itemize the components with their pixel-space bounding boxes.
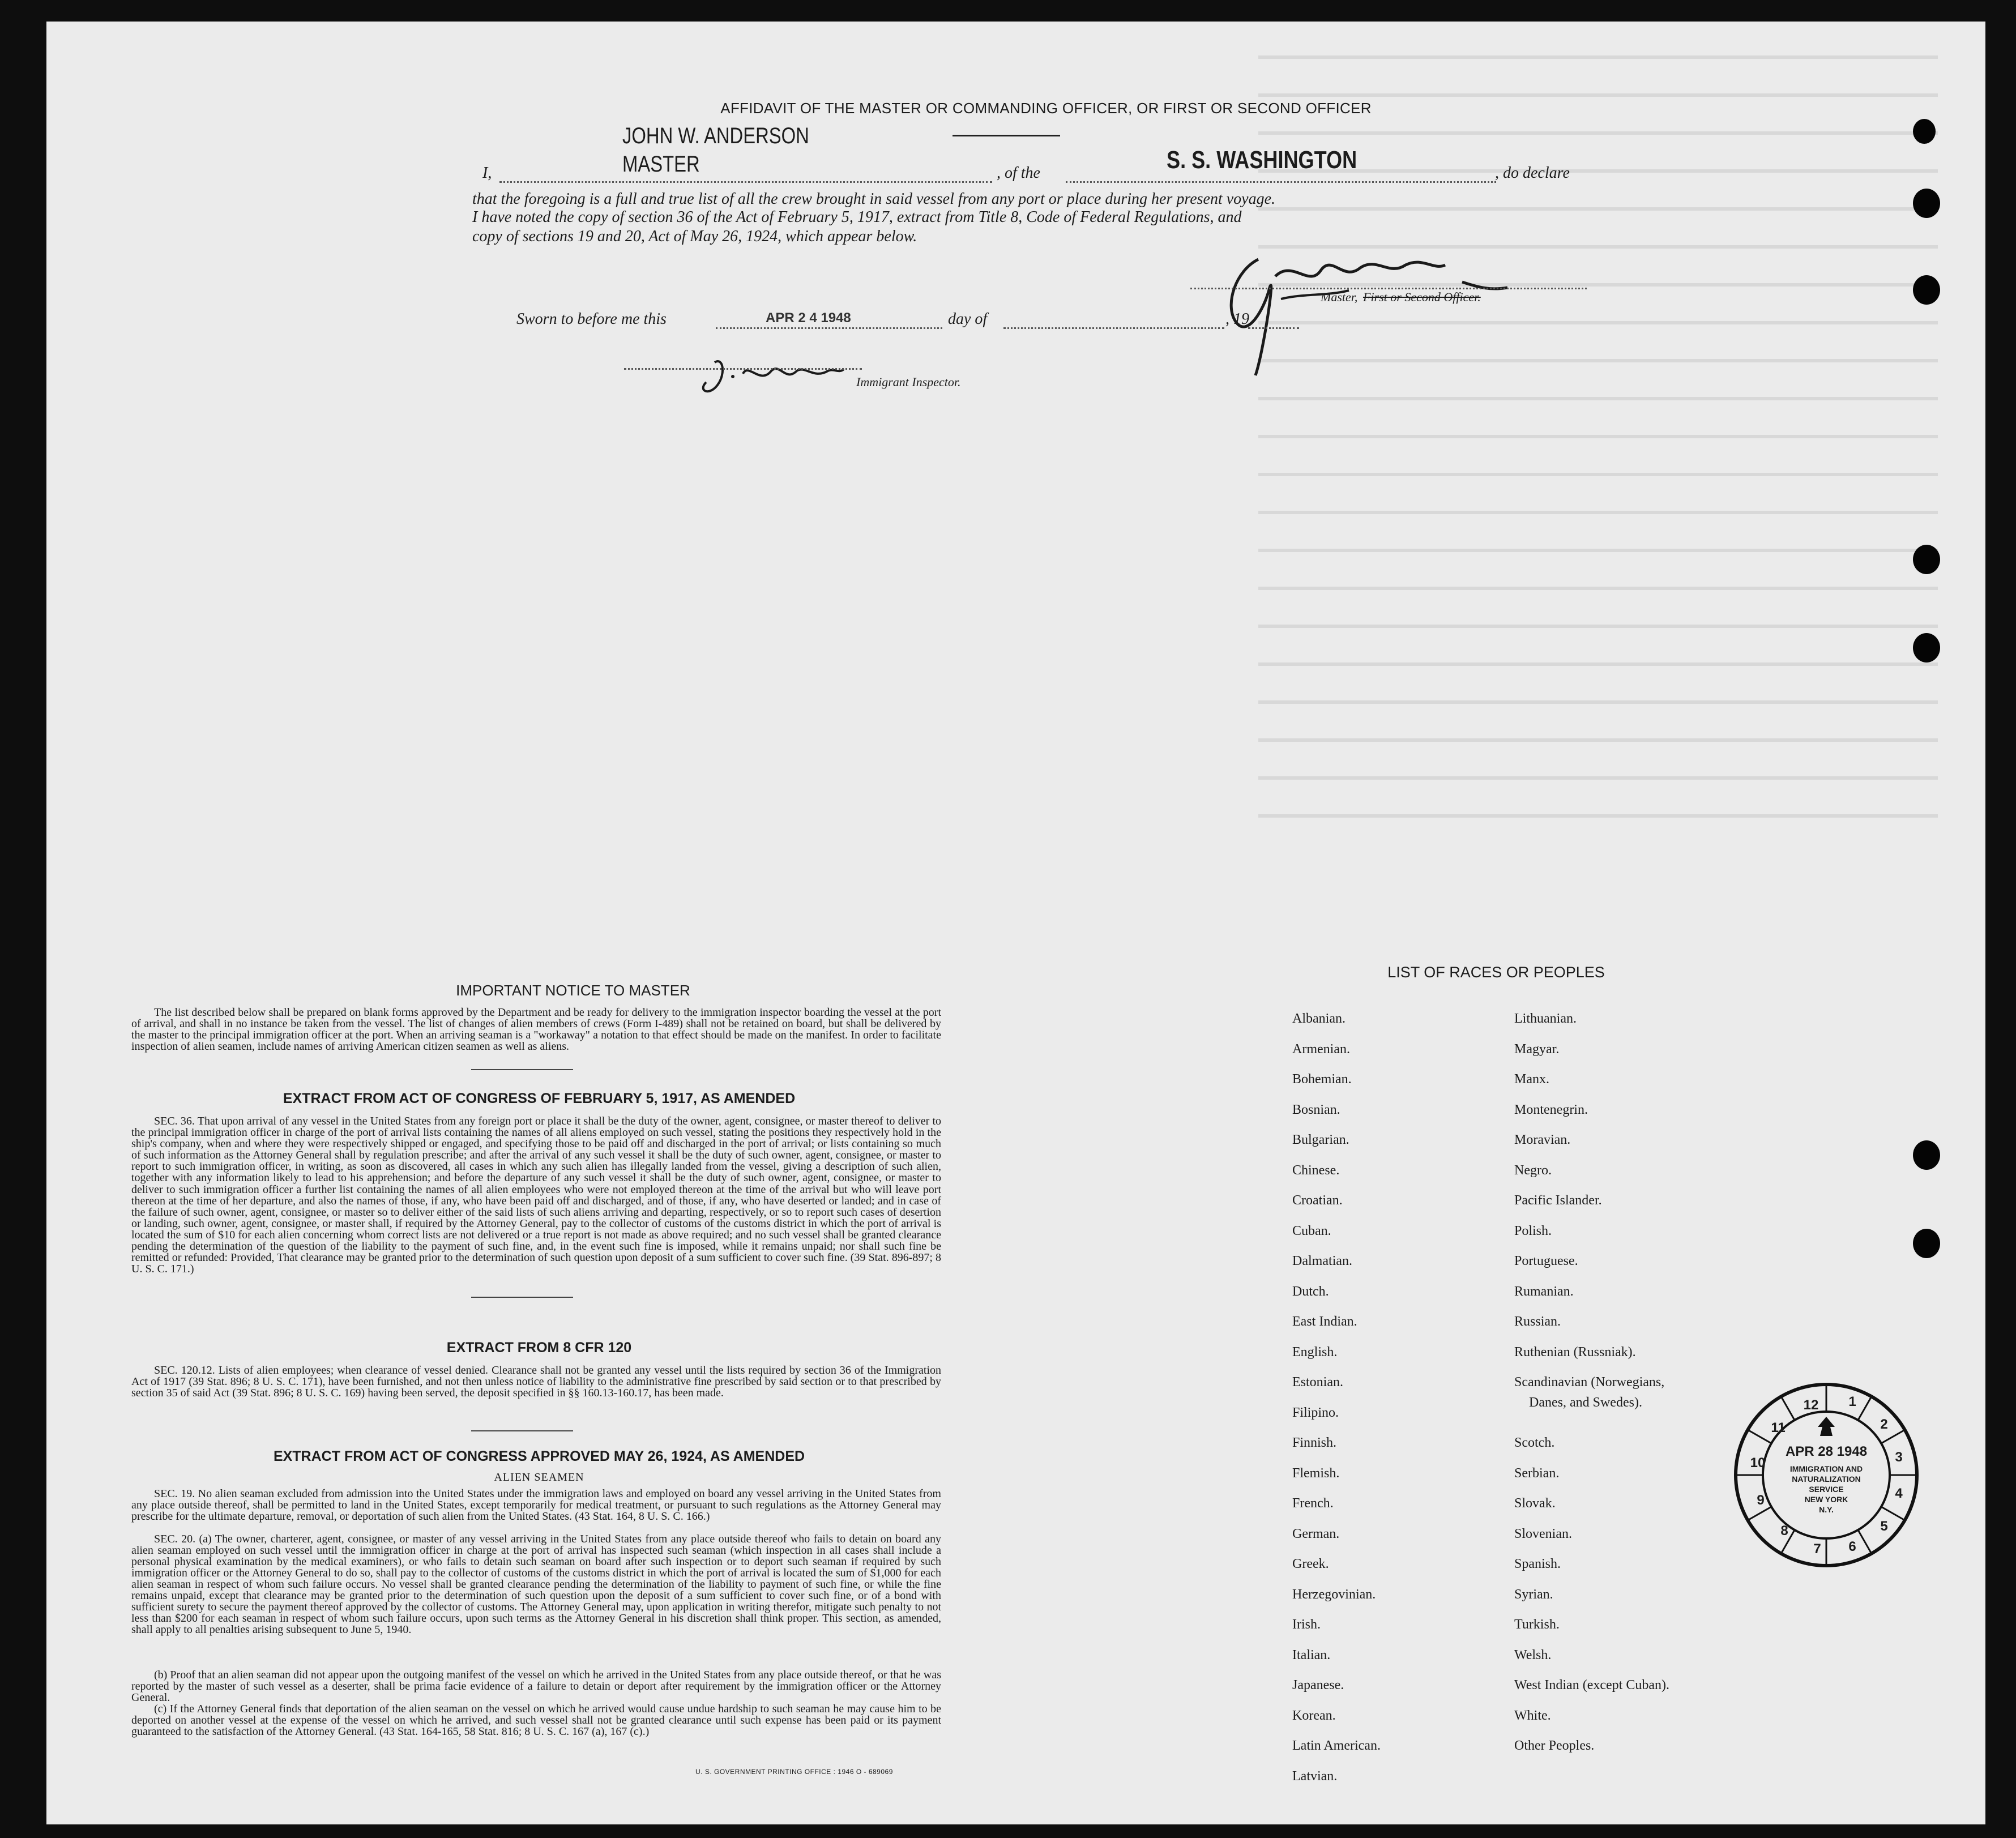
of-the-label: , of the xyxy=(997,164,1040,182)
race-item: Serbian. xyxy=(1514,1465,1560,1481)
binder-hole xyxy=(1913,275,1940,305)
race-item: Other Peoples. xyxy=(1514,1738,1595,1753)
rule xyxy=(471,1430,573,1431)
stamp-ring-number: 10 xyxy=(1750,1455,1766,1471)
race-item: Armenian. xyxy=(1292,1041,1350,1057)
races-title: LIST OF RACES OR PEOPLES xyxy=(1387,964,1605,981)
extract-1924-sec20b: (b) Proof that an alien seaman did not appear upon the outgoing manifest of the vessel on which he arrived in the United States from any place outside thereof, or that he was reported by the master of such vessel as a deserter, shall be prima facie evidence of a failure to detain or deport after requirement by the immigration officer or the Attorney General. xyxy=(131,1669,941,1704)
stamp-ring-number: 2 xyxy=(1880,1417,1888,1432)
race-item: Bosnian. xyxy=(1292,1102,1340,1117)
race-item: Spanish. xyxy=(1514,1557,1561,1571)
stamp-date: APR 28 1948 xyxy=(1785,1444,1868,1459)
affidavit-title: AFFIDAVIT OF THE MASTER OR COMMANDING OFFICER, OR FIRST OR SECOND OFFICER xyxy=(720,100,1372,117)
declaration-line-2: I have noted the copy of section 36 of the Act of February 5, 1917, extract from Title 8, Code of Federal Regulations, and xyxy=(472,208,1242,226)
extract-1924-sec20c: (c) If the Attorney General finds that deportation of the alien seaman on the vessel on which he arrived would cause undue hardship to such seaman he may cause him to be deported on another vessel at the expense of the vessel on which he arrived, and such vessel shall not be granted clearance until such expense has been paid or its payment guaranteed to the satisfaction of the Attorney General. (43 Stat. 164-165, 58 Stat. 816; 8 U. S. C. 167 (a), 167 (c).) xyxy=(131,1703,941,1738)
race-item: Italian. xyxy=(1292,1647,1331,1662)
race-item: Negro. xyxy=(1514,1162,1552,1178)
sworn-label: Sworn to before me this xyxy=(516,310,667,328)
extract-1917-title: EXTRACT FROM ACT OF CONGRESS OF FEBRUARY 5, 1917, AS AMENDED xyxy=(283,1091,796,1106)
race-item: German. xyxy=(1292,1526,1340,1541)
race-item: Montenegrin. xyxy=(1514,1102,1588,1117)
race-item: Russian. xyxy=(1514,1314,1561,1329)
extract-1924-sec19: SEC. 19. No alien seaman excluded from admission into the United States under the immigration laws and employed on board any vessel arriving in the United States from any place outside thereof, shall be permitted to land in the United States, except temporarily for medical treatment, or pursuant to such regulations as the Attorney General may prescribe for the ultimate departure, removal, or deportation of such alien from the United States. (43 Stat. 164, 8 U. S. C. 166.) xyxy=(131,1488,941,1523)
race-item: Latin American. xyxy=(1292,1738,1381,1753)
printer-imprint: U. S. GOVERNMENT PRINTING OFFICE : 1946 O - 689069 xyxy=(695,1768,893,1776)
race-item: Irish. xyxy=(1292,1617,1321,1632)
extract-cfr-body: SEC. 120.12. Lists of alien employees; when clearance of vessel denied. Clearance shall not be granted any vessel until the lists required by section 36 of the Immigration Act of 1917 (39 Stat. 896; 8 U. S. C. 171), have been furnished, and not then unless notice of liability to the administrative fine prescribed by said section or to that prescribed by section 35 of said Act (39 Stat. 896; 8 U. S. C. 169) having been served, the deposit specified in §§ 160.13-160.17, has been made. xyxy=(131,1364,941,1399)
rule xyxy=(471,1297,573,1298)
race-item: Bohemian. xyxy=(1292,1072,1352,1087)
vessel-name: S. S. WASHINGTON xyxy=(1167,146,1357,174)
stamp-ring-number: 6 xyxy=(1848,1539,1856,1554)
race-item: Japanese. xyxy=(1292,1678,1344,1692)
race-item: West Indian (except Cuban). xyxy=(1514,1678,1669,1692)
race-item: Albanian. xyxy=(1292,1011,1346,1026)
races-left-column xyxy=(1292,1011,1507,1799)
race-item: Cuban. xyxy=(1292,1223,1331,1238)
stamp-ring-number: 5 xyxy=(1880,1519,1888,1534)
race-item: Rumanian. xyxy=(1514,1284,1574,1299)
master-label: Master, xyxy=(1321,290,1358,304)
race-item: Danes, and Swedes). xyxy=(1529,1395,1642,1410)
race-item: Dalmatian. xyxy=(1292,1254,1352,1268)
stamp-ring-number: 12 xyxy=(1803,1397,1819,1413)
binder-hole xyxy=(1913,1140,1940,1170)
race-item: Croatian. xyxy=(1292,1193,1343,1208)
binder-hole xyxy=(1913,119,1936,144)
declaration-line-1: that the foregoing is a full and true list of all the crew brought in said vessel from any port or place during her present voyage. xyxy=(472,190,1276,208)
extract-1924-sec20a: SEC. 20. (a) The owner, charterer, agent, consignee, or master of any vessel arriving in the United States from any place outside thereof who fails to detain on board any alien seaman employed on such vessel until the immigration officer in charge at the port of arrival has inspected such seaman (which inspection in all cases shall include a personal physical examination by the medical examiners), or who fails to detain such seaman on board after such inspection or to deport such seaman if required by such immigration officer or the Attorney General to do so, shall pay to the collector of customs of the customs district in which the port of arrival is located the sum of $1,000 for each alien seaman in respect of whom such failure occurs. No vessel shall be granted clearance pending the determination of the liability to payment of such fine, or while the fine remains unpaid, except that clearance may be granted prior to the determination of such question upon the deposit of a sum sufficient to cover such fine, or of a bond with sufficient surety to secure the payment thereof approved by the collector of customs. The Attorney General may, upon application in writing therefor, mitigate such penalty to not less than $200 for each seaman in respect of whom such failure occurs, upon such terms as the Attorney General in his discretion shall think proper. This section, as amended, shall apply to all penalties arising subsequent to June 5, 1940. xyxy=(131,1533,941,1636)
stamp-ring-number: 9 xyxy=(1757,1493,1765,1508)
race-item: Bulgarian. xyxy=(1292,1132,1349,1147)
race-item: Syrian. xyxy=(1514,1587,1553,1602)
inspector-signature xyxy=(692,351,851,402)
race-item: Portuguese. xyxy=(1514,1254,1578,1268)
typed-rank: MASTER xyxy=(622,152,700,177)
race-item: Korean. xyxy=(1292,1708,1336,1723)
stamp-line: SERVICE xyxy=(1809,1485,1844,1494)
race-item: White. xyxy=(1514,1708,1551,1723)
binder-hole xyxy=(1913,545,1940,574)
document-page xyxy=(46,22,1985,1824)
binder-hole xyxy=(1913,633,1940,662)
stamp-line: N.Y. xyxy=(1819,1505,1834,1514)
race-item: Slovenian. xyxy=(1514,1526,1572,1541)
race-item: Turkish. xyxy=(1514,1617,1560,1632)
race-item: Moravian. xyxy=(1514,1132,1571,1147)
notice-title: IMPORTANT NOTICE TO MASTER xyxy=(456,982,690,999)
race-item: Manx. xyxy=(1514,1072,1549,1087)
extract-1924-subtitle: ALIEN SEAMEN xyxy=(494,1471,584,1484)
race-item: Ruthenian (Russniak). xyxy=(1514,1344,1636,1360)
sworn-date-stamp: APR 2 4 1948 xyxy=(766,310,851,326)
stamp-line: IMMIGRATION AND xyxy=(1789,1464,1863,1473)
race-item: Chinese. xyxy=(1292,1162,1340,1178)
races-right-column xyxy=(1514,1011,1763,1769)
struck-officer-label: First or Second Officer. xyxy=(1363,290,1481,304)
stamp-ring-number: 11 xyxy=(1771,1420,1786,1435)
do-declare-label: , do declare xyxy=(1495,164,1570,182)
notice-body: The list described below shall be prepared on blank forms approved by the Department and be ready for delivery to the immigration inspector boarding the vessel at the port of arrival, and shall in no instance be taken from the vessel. The list of changes of alien members of crews (Form I-489) shall not be retained on board, but shall be delivered by the master to the principal immigration officer at the port. When an arriving seaman is a "workaway" a notation to that effect should be made on the manifest. In order to facilitate inspection of alien seamen, include names of arriving American citizen seamen as well as aliens. xyxy=(131,1006,941,1053)
extract-cfr-title: EXTRACT FROM 8 CFR 120 xyxy=(446,1340,632,1356)
stamp-line: NEW YORK xyxy=(1804,1495,1848,1504)
race-item: Slovak. xyxy=(1514,1496,1556,1511)
binder-hole xyxy=(1913,1229,1940,1258)
binder-hole xyxy=(1913,189,1940,218)
race-item: Welsh. xyxy=(1514,1647,1552,1662)
day-of-label: day of xyxy=(948,310,988,328)
inspector-label: Immigrant Inspector. xyxy=(856,375,961,389)
race-item: Pacific Islander. xyxy=(1514,1193,1602,1208)
race-item: Lithuanian. xyxy=(1514,1011,1577,1026)
stamp-ring-number: 3 xyxy=(1895,1450,1903,1465)
stamp-ring-number: 1 xyxy=(1848,1394,1856,1409)
race-item: Polish. xyxy=(1514,1223,1552,1238)
race-item: Finnish. xyxy=(1292,1435,1337,1450)
stamp-ring-number: 7 xyxy=(1813,1541,1821,1557)
race-item: Flemish. xyxy=(1292,1465,1340,1481)
extract-1917-body: SEC. 36. That upon arrival of any vessel in the United States from any foreign port or place it shall be the duty of the owner, agent, consignee, or master thereof to deliver to the principal immigration officer in charge of the port of arrival lists containing the names of all aliens employed on such vessel, stating the positions they respectively hold in the ship's company, when and where they were respectively shipped or engaged, and specifying those to be paid off and discharged in the port of arrival; or lists containing so much of such information as the Attorney General shall by regulation prescribe; and after the arrival of any such vessel it shall be the duty of such owner, agent, consignee, or master to report to such immigration officer, in writing, as soon as discovered, all cases in which any such alien has illegally landed from the vessel, giving a description of such alien, together with any information likely to lead to his apprehension; and before the departure of any such vessel it shall be the duty of such owner, agent, consignee, or master to deliver to such immigration officer a further list containing the names of all alien employees who were not employed thereon at the time of the arrival but who will leave port thereon at the time of her departure, and also the names of those, if any, who have been paid off and discharged, and of those, if any, who have deserted or landed; and in case of the failure of such owner, agent, consignee, or master so to deliver either of the said lists of such aliens arriving and departing, respectively, or so to report such cases of desertion or landing, such owner, agent, consignee, or master shall, if required by the Attorney General, pay to the collector of customs of the customs district in which the port of arrival is located the sum of $10 for each alien concerning whom correct lists are not delivered or a true report is not made as above required; and no such vessel shall be granted clearance pending the determination of the question of the liability to the payment of such fine, and, in the event such fine is imposed, while it remains unpaid; nor shall such fine be remitted or refunded: Provided, That clearance may be granted prior to the determination of such question upon deposit of a sum sufficient to cover such fine. (39 Stat. 896-897; 8 U. S. C. 171.) xyxy=(131,1115,941,1276)
race-item: English. xyxy=(1292,1344,1338,1360)
short-rule xyxy=(953,135,1060,136)
declaration-line-3: copy of sections 19 and 20, Act of May 26, 1924, which appear below. xyxy=(472,228,917,245)
race-item: Estonian. xyxy=(1292,1375,1343,1390)
race-item: East Indian. xyxy=(1292,1314,1357,1329)
stamp-ring-number: 4 xyxy=(1895,1486,1903,1501)
typed-name: JOHN W. ANDERSON xyxy=(622,123,809,148)
race-item: Filipino. xyxy=(1292,1405,1339,1420)
rule xyxy=(471,1069,573,1070)
extract-1924-title: EXTRACT FROM ACT OF CONGRESS APPROVED MAY 26, 1924, AS AMENDED xyxy=(273,1448,805,1464)
i-prefix: I, xyxy=(482,164,492,182)
race-item: Scandinavian (Norwegians, xyxy=(1514,1375,1665,1390)
race-item: Greek. xyxy=(1292,1557,1329,1571)
stamp-ring-number: 8 xyxy=(1780,1523,1788,1538)
race-item: Latvian. xyxy=(1292,1768,1338,1784)
bleed-through-text xyxy=(1258,55,1938,848)
race-item: Scotch. xyxy=(1514,1435,1555,1450)
stamp-line: NATURALIZATION xyxy=(1792,1474,1861,1484)
race-item: French. xyxy=(1292,1496,1334,1511)
race-item: Herzegovinian. xyxy=(1292,1587,1376,1602)
year-label: , 19 xyxy=(1225,310,1249,328)
race-item: Dutch. xyxy=(1292,1284,1329,1299)
race-item: Magyar. xyxy=(1514,1041,1560,1057)
immigration-stamp xyxy=(1733,1382,1920,1568)
